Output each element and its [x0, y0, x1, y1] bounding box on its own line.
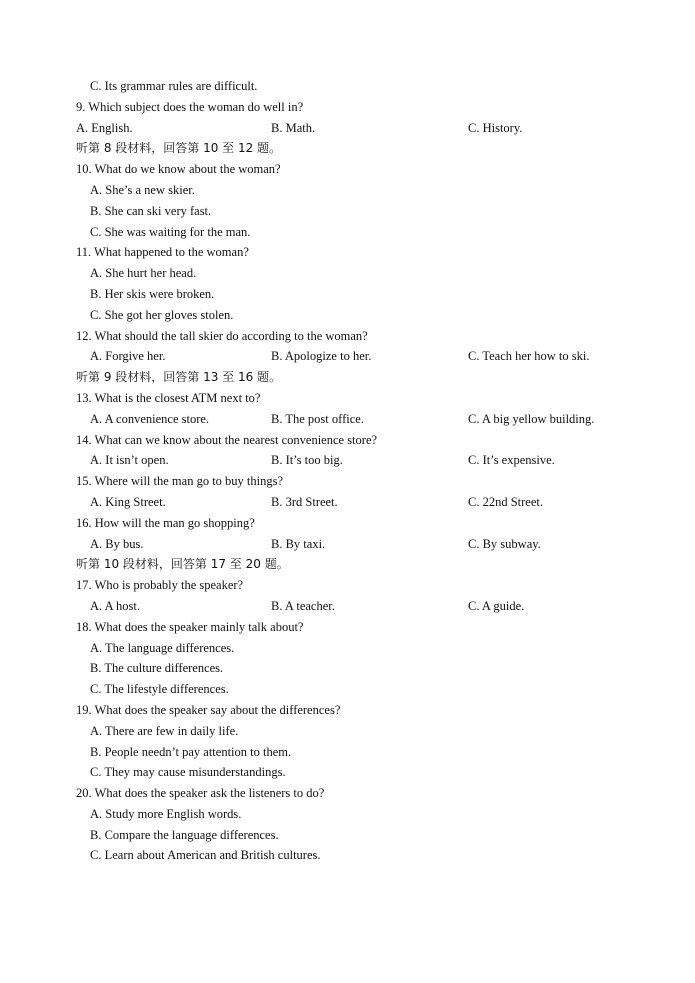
section-instruction: 听第 9 段材料，回答第 13 至 16 题。 [76, 370, 282, 385]
answer-option: A. King Street. [90, 494, 166, 509]
answer-option: B. Compare the language differences. [90, 827, 279, 842]
answer-option: A. English. [76, 120, 133, 135]
answer-option: A. Study more English words. [90, 806, 242, 821]
answer-option: A. She’s a new skier. [90, 182, 195, 197]
answer-option: A. A host. [90, 598, 141, 613]
answer-option: A. A convenience store. [90, 411, 210, 426]
answer-option: B. 3rd Street. [271, 494, 338, 509]
answer-option: B. The post office. [271, 411, 364, 426]
option-row [0, 346, 695, 367]
answer-option: A. Forgive her. [90, 349, 166, 364]
answer-option: B. Apologize to her. [271, 349, 372, 364]
question-text: 15. Where will the man go to buy things? [76, 474, 284, 489]
option-row [0, 596, 695, 617]
option-row [0, 118, 695, 139]
answer-option: B. It’s too big. [271, 453, 343, 468]
answer-option: C. A big yellow building. [468, 411, 595, 426]
question-text: 9. Which subject does the woman do well in? [76, 99, 304, 114]
answer-option: A. It isn’t open. [90, 453, 169, 468]
answer-option: C. It’s expensive. [468, 453, 555, 468]
question-text: 20. What does the speaker ask the listeners to do? [76, 786, 325, 801]
question-text: 10. What do we know about the woman? [76, 162, 281, 177]
answer-option: B. She can ski very fast. [90, 203, 212, 218]
option-row [0, 534, 695, 555]
answer-option: B. People needn’t pay attention to them. [90, 744, 292, 759]
answer-option: C. 22nd Street. [468, 494, 543, 509]
question-text: 12. What should the tall skier do according to the woman? [76, 328, 368, 343]
answer-option: B. By taxi. [271, 536, 326, 551]
option-row [0, 492, 695, 513]
answer-option: A. There are few in daily life. [90, 723, 239, 738]
question-text: 11. What happened to the woman? [76, 245, 249, 260]
answer-option: C. They may cause misunderstandings. [90, 765, 286, 780]
exam-page [0, 76, 695, 866]
answer-option: A. By bus. [90, 536, 144, 551]
section-instruction: 听第 8 段材料，回答第 10 至 12 题。 [76, 141, 282, 156]
answer-option: C. She was waiting for the man. [90, 224, 251, 239]
answer-option: C. By subway. [468, 536, 541, 551]
answer-option: C. History. [468, 120, 523, 135]
question-text: 16. How will the man go shopping? [76, 515, 255, 530]
section-instruction: 听第 10 段材料，回答第 17 至 20 题。 [76, 557, 289, 572]
answer-option: C. The lifestyle differences. [90, 682, 229, 697]
answer-option: B. The culture differences. [90, 661, 224, 676]
answer-option: A. She hurt her head. [90, 266, 197, 281]
option-row [0, 409, 695, 430]
answer-option: B. Her skis were broken. [90, 286, 215, 301]
question-text: 14. What can we know about the nearest convenience store? [76, 432, 378, 447]
answer-option: C. She got her gloves stolen. [90, 307, 234, 322]
answer-option: B. A teacher. [271, 598, 335, 613]
answer-option: C. A guide. [468, 598, 525, 613]
answer-option: C. Its grammar rules are difficult. [90, 79, 258, 93]
answer-option: B. Math. [271, 120, 316, 135]
option-row [0, 450, 695, 471]
question-text: 19. What does the speaker say about the differences? [76, 702, 341, 717]
answer-option: C. Learn about American and British cultures. [90, 848, 321, 863]
question-text: 13. What is the closest ATM next to? [76, 390, 261, 405]
answer-option: C. Teach her how to ski. [468, 349, 590, 364]
answer-option: A. The language differences. [90, 640, 235, 655]
question-text: 18. What does the speaker mainly talk about? [76, 619, 304, 634]
question-text: 17. Who is probably the speaker? [76, 578, 244, 593]
